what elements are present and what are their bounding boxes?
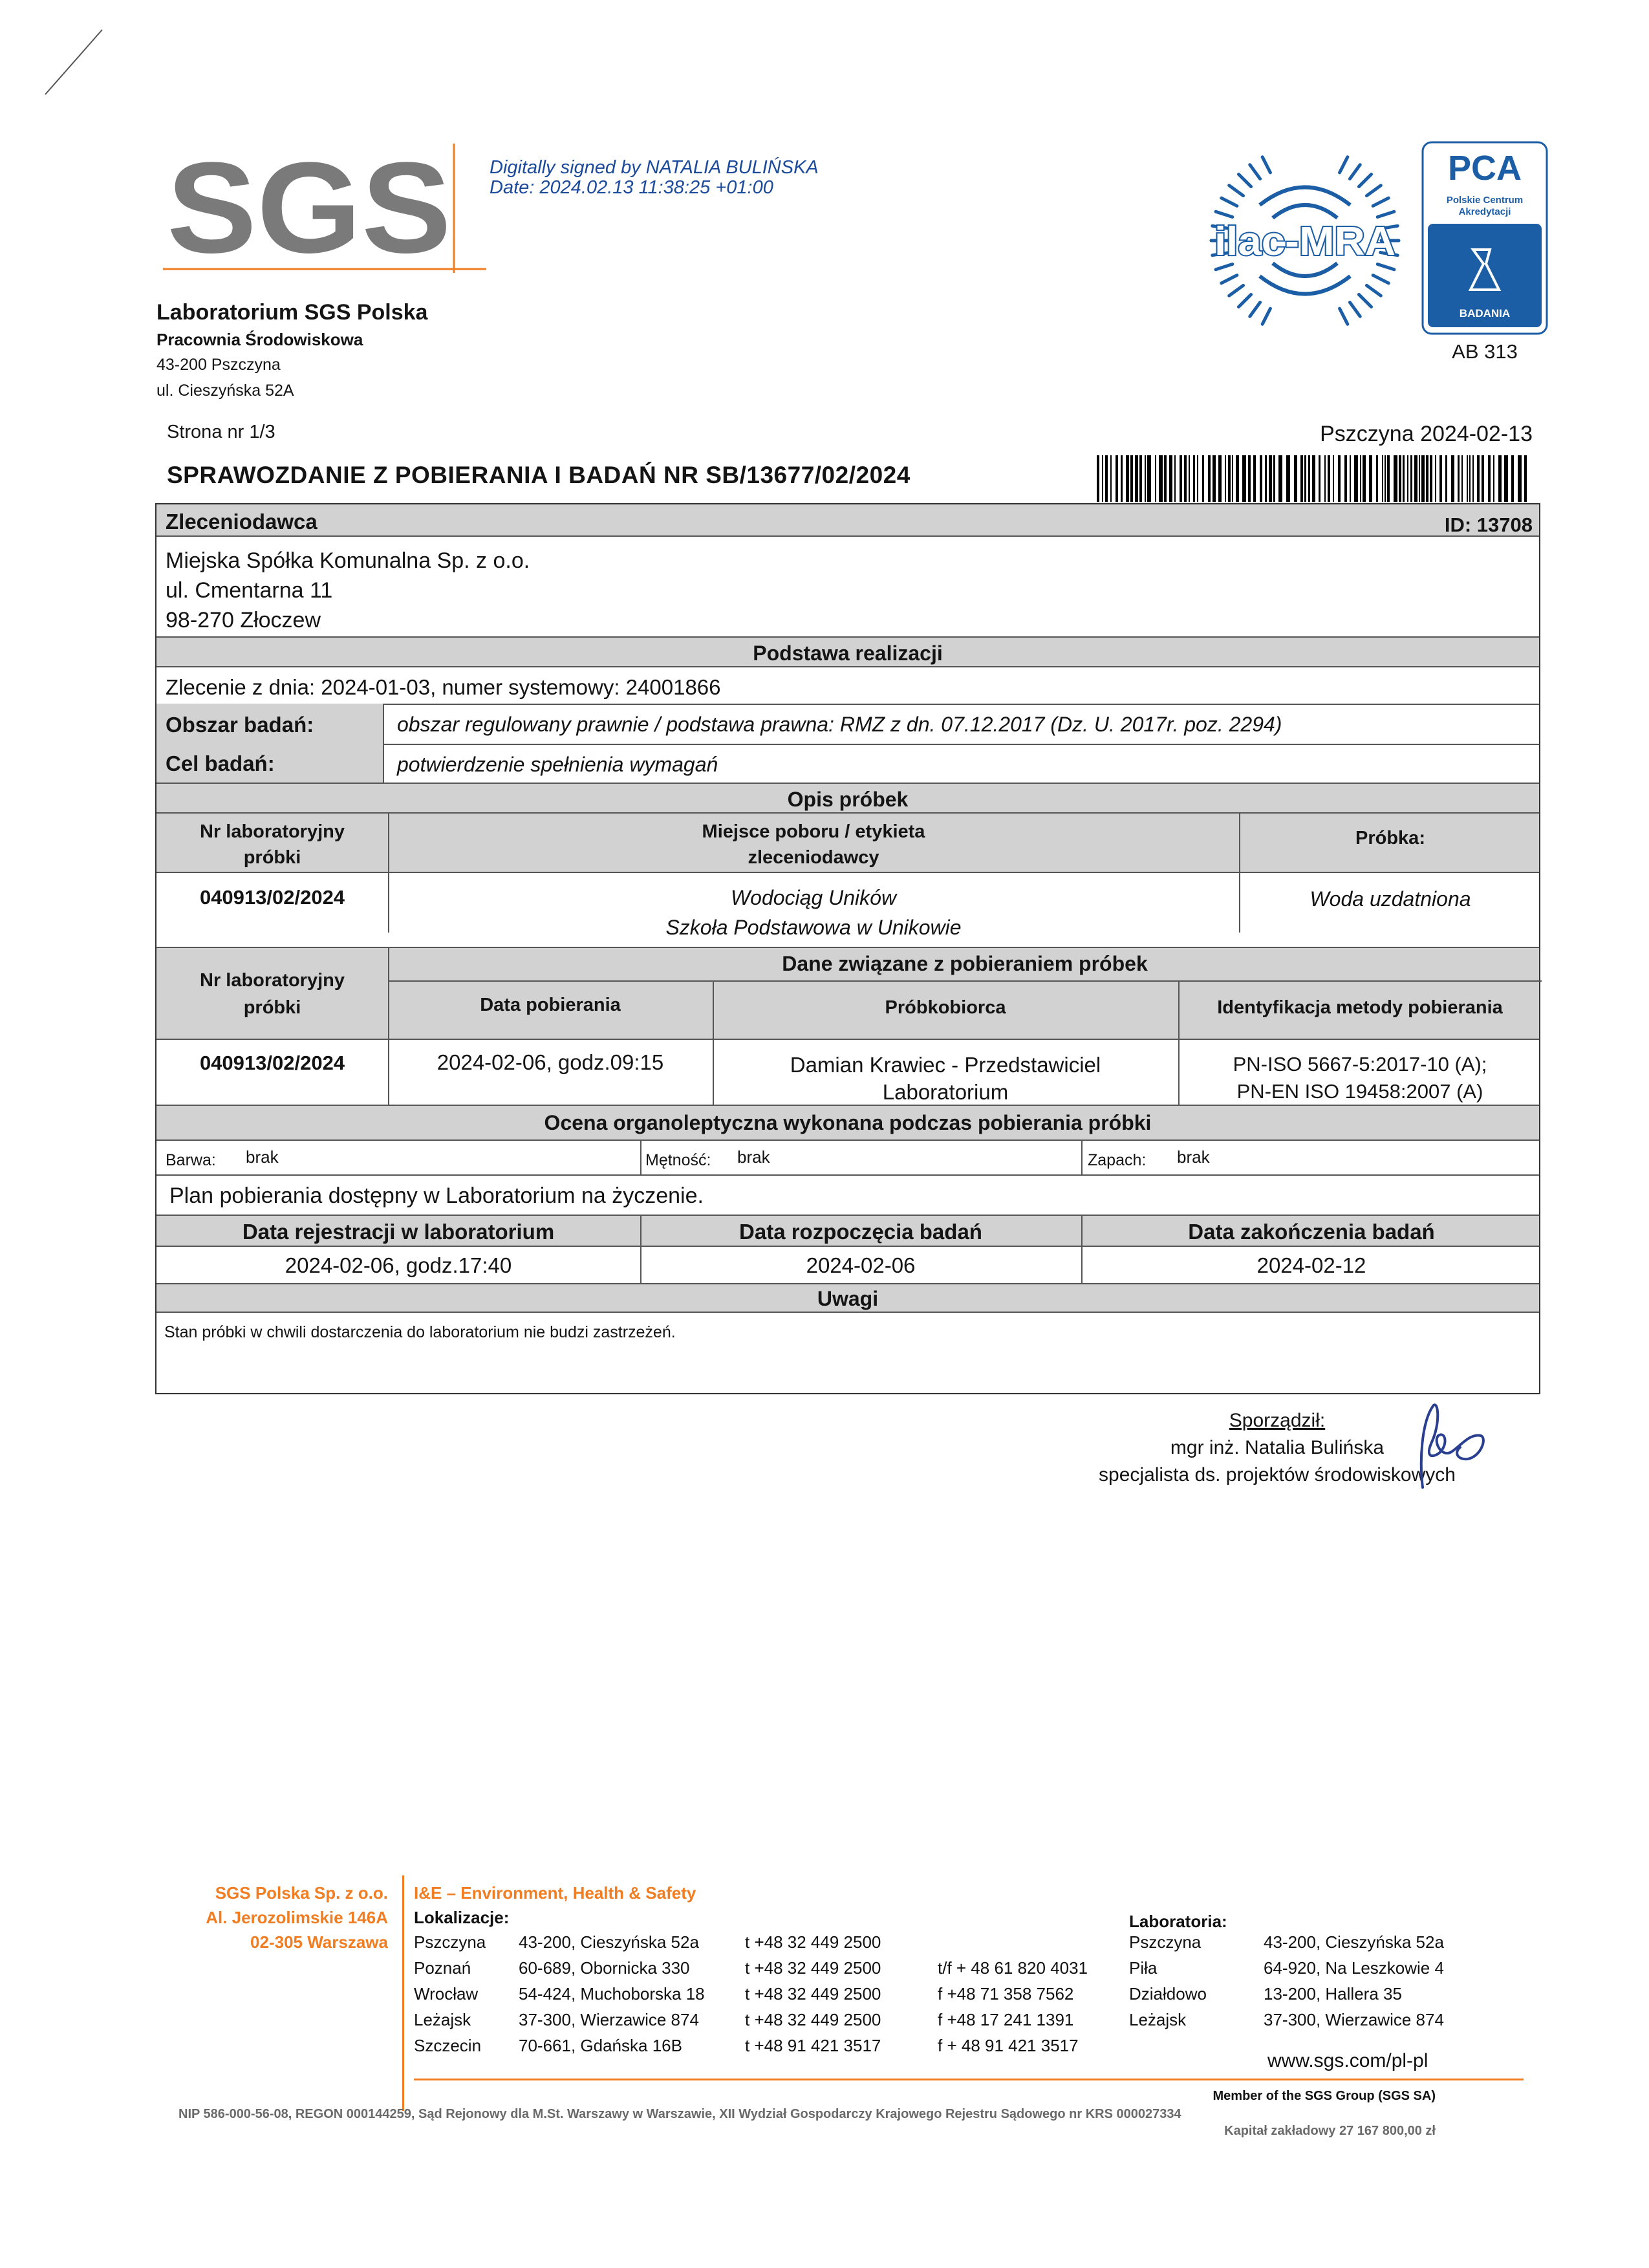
lab-postcode: 43-200 Pszczyna — [156, 356, 281, 374]
svg-text:ilac-MRA: ilac-MRA — [1214, 219, 1396, 264]
sampling-col-lab-no-2: próbki — [243, 997, 301, 1018]
area-value: obszar regulowany prawnie / podstawa prawna: RMZ z dn. 07.12.2017 (Dz. U. 2017r. poz. 2294) — [397, 713, 1282, 736]
sampling-col-lab-no-1: Nr laboratoryjny — [200, 970, 345, 991]
sampling-lab-no: 040913/02/2024 — [199, 1052, 345, 1074]
location-address: 60-689, Obornicka 330 — [519, 1958, 690, 1978]
samples-col-lab-no-2: próbki — [243, 847, 301, 868]
lab-address: 13-200, Hallera 35 — [1264, 1984, 1402, 2003]
samples-col-sample: Próbka: — [1355, 828, 1425, 848]
lab-city: Piła — [1129, 1958, 1158, 1978]
client-street: ul. Cmentarna 11 — [166, 578, 333, 603]
footer-company-street: Al. Jerozolimskie 146A — [206, 1908, 388, 1927]
lab-address: 37-300, Wierzawice 874 — [1264, 2010, 1444, 2029]
handwritten-signature — [1384, 1397, 1500, 1494]
samples-col-place-1: Miejsce poboru / etykieta — [702, 821, 925, 842]
turbidity-value: brak — [737, 1147, 770, 1167]
footer-rule — [414, 2079, 1524, 2080]
lab-city: Pszczyna — [1129, 1932, 1202, 1952]
ilac-mra-logo — [1202, 144, 1408, 338]
svg-text:Akredytacji: Akredytacji — [1458, 206, 1511, 217]
start-value: 2024-02-06 — [806, 1253, 916, 1277]
accreditation-number: AB 313 — [1452, 340, 1518, 363]
footer-locations-label: Lokalizacje: — [414, 1908, 510, 1927]
odor-label: Zapach: — [1088, 1151, 1147, 1169]
location-fax: f +48 17 241 1391 — [938, 2010, 1074, 2029]
location-city: Leżajsk — [414, 2010, 471, 2029]
lab-unit: Pracownia Środowiskowa — [156, 330, 363, 349]
footer-legal: NIP 586-000-56-08, REGON 000144259, Sąd Rejonowy dla M.St. Warszawy w Warszawie, XII Wydział Gospodarczy Krajowego Rejestru Sądowego nr KRS 000027334 — [178, 2107, 1181, 2121]
location-phone: t +48 32 449 2500 — [745, 1958, 881, 1978]
end-value: 2024-02-12 — [1256, 1253, 1366, 1277]
sampler-2: Laboratorium — [882, 1080, 1009, 1104]
location-fax: t/f + 48 61 820 4031 — [938, 1958, 1088, 1978]
page-number: Strona nr 1/3 — [167, 422, 275, 442]
footer-member: Member of the SGS Group (SGS SA) — [1212, 2089, 1436, 2103]
turbidity-label: Mętność: — [645, 1151, 711, 1169]
area-label: Obszar badań: — [166, 713, 314, 737]
prepared-by-label: Sporządził: — [1229, 1410, 1326, 1431]
sampling-col-method: Identyfikacja metody pobierania — [1217, 997, 1503, 1018]
location-city: Poznań — [414, 1958, 471, 1978]
location-phone: t +48 32 449 2500 — [745, 1984, 881, 2003]
purpose-label: Cel badań: — [166, 751, 275, 775]
start-label: Data rozpoczęcia badań — [739, 1220, 982, 1244]
registration-value: 2024-02-06, godz.17:40 — [285, 1253, 512, 1277]
location-address: 37-300, Wierzawice 874 — [519, 2010, 699, 2029]
purpose-value: potwierdzenie spełnienia wymagań — [397, 753, 718, 776]
digital-signature-stamp — [490, 158, 819, 198]
footer-company-city: 02-305 Warszawa — [250, 1932, 388, 1952]
sampling-method-2: PN-EN ISO 19458:2007 (A) — [1236, 1080, 1483, 1103]
client-section-label: Zleceniodawca — [166, 510, 318, 534]
lab-name: Laboratorium SGS Polska — [156, 300, 428, 325]
location-fax: f +48 71 358 7562 — [938, 1984, 1074, 2003]
footer-company-name: SGS Polska Sp. z o.o. — [215, 1883, 388, 1903]
svg-text:Polskie Centrum: Polskie Centrum — [1446, 195, 1524, 206]
samples-col-place-2: zleceniodawcy — [748, 847, 879, 868]
client-city: 98-270 Złoczew — [166, 608, 321, 632]
location-phone: t +48 32 449 2500 — [745, 1932, 881, 1952]
footer-capital: Kapitał zakładowy 27 167 800,00 zł — [1224, 2124, 1436, 2138]
location-address: 70-661, Gdańska 16B — [519, 2036, 682, 2055]
client-section-header — [156, 504, 1539, 537]
sample-lab-no: 040913/02/2024 — [199, 886, 345, 909]
color-label: Barwa: — [166, 1151, 216, 1169]
remarks-text: Stan próbki w chwili dostarczenia do laboratorium nie budzi zastrzeżeń. — [164, 1323, 676, 1341]
lab-city: Leżajsk — [1129, 2010, 1187, 2029]
client-id: ID: 13708 — [1444, 513, 1533, 536]
registration-label: Data rejestracji w laboratorium — [242, 1220, 555, 1244]
digital-signature-line-2: Date: 2024.02.13 11:38:25 +01:00 — [490, 177, 773, 198]
samples-col-lab-no-1: Nr laboratoryjny — [200, 821, 345, 842]
place-and-date: Pszczyna 2024-02-13 — [1320, 422, 1533, 446]
digital-signature-line-1: Digitally signed by NATALIA BULIŃSKA — [490, 157, 819, 178]
remarks-label: Uwagi — [817, 1287, 879, 1310]
location-city: Wrocław — [414, 1984, 479, 2003]
barcode — [1095, 455, 1532, 502]
location-city: Pszczyna — [414, 1932, 486, 1952]
footer-divider — [402, 1875, 404, 2111]
basis-section-label: Podstawa realizacji — [753, 642, 943, 665]
report-title: SPRAWOZDANIE Z POBIERANIA I BADAŃ NR SB/13677/02/2024 — [167, 462, 911, 488]
organoleptic-section-label: Ocena organoleptyczna wykonana podczas pobierania próbki — [544, 1111, 1152, 1134]
svg-text:SGS: SGS — [167, 144, 451, 273]
sampling-col-date: Data pobierania — [480, 995, 621, 1015]
svg-text:PCA: PCA — [1447, 149, 1522, 188]
sampling-method-1: PN-ISO 5667-5:2017-10 (A); — [1233, 1053, 1487, 1075]
lab-address: 43-200, Cieszyńska 52a — [1264, 1932, 1444, 1952]
sample-place-2: Szkoła Podstawowa w Unikowie — [665, 916, 962, 939]
location-address: 43-200, Cieszyńska 52a — [519, 1932, 699, 1952]
sgs-logo — [163, 144, 486, 273]
location-address: 54-424, Muchoborska 18 — [519, 1984, 705, 2003]
odor-value: brak — [1177, 1147, 1210, 1167]
client-name: Miejska Spółka Komunalna Sp. z o.o. — [166, 548, 530, 573]
footer-website[interactable]: www.sgs.com/pl-pl — [1267, 2050, 1428, 2071]
lab-address: 64-920, Na Leszkowie 4 — [1264, 1958, 1444, 1978]
lab-street: ul. Cieszyńska 52A — [156, 382, 294, 400]
end-label: Data zakończenia badań — [1188, 1220, 1435, 1244]
lab-city: Działdowo — [1129, 1984, 1207, 2003]
order-info: Zlecenie z dnia: 2024-01-03, numer systemowy: 24001866 — [166, 675, 721, 699]
preparer-name: mgr inż. Natalia Bulińska — [1170, 1437, 1385, 1458]
report-form — [155, 503, 1540, 1394]
sample-place-1: Wodociąg Uników — [730, 886, 897, 909]
color-value: brak — [246, 1147, 279, 1167]
scan-mark — [40, 27, 105, 98]
sample-type: Woda uzdatniona — [1310, 887, 1471, 911]
samples-section-label: Opis próbek — [787, 788, 909, 811]
location-phone: t +48 91 421 3517 — [745, 2036, 881, 2055]
preparer-role: specjalista ds. projektów środowiskowych — [1099, 1464, 1456, 1485]
sampling-section-label: Dane związane z pobieraniem próbek — [782, 952, 1148, 975]
location-fax: f + 48 91 421 3517 — [938, 2036, 1079, 2055]
sampling-date: 2024-02-06, godz.09:15 — [436, 1050, 664, 1074]
sampling-plan-note: Plan pobierania dostępny w Laboratorium na życzenie. — [169, 1183, 704, 1208]
footer-division: I&E – Environment, Health & Safety — [414, 1883, 696, 1903]
location-city: Szczecin — [414, 2036, 482, 2055]
footer-labs-label: Laboratoria: — [1129, 1912, 1227, 1931]
sampling-col-sampler: Próbkobiorca — [885, 997, 1006, 1018]
sampler-1: Damian Krawiec - Przedstawiciel — [790, 1053, 1101, 1077]
location-phone: t +48 32 449 2500 — [745, 2010, 881, 2029]
pca-accreditation-logo — [1421, 141, 1548, 335]
svg-text:BADANIA: BADANIA — [1459, 307, 1511, 319]
